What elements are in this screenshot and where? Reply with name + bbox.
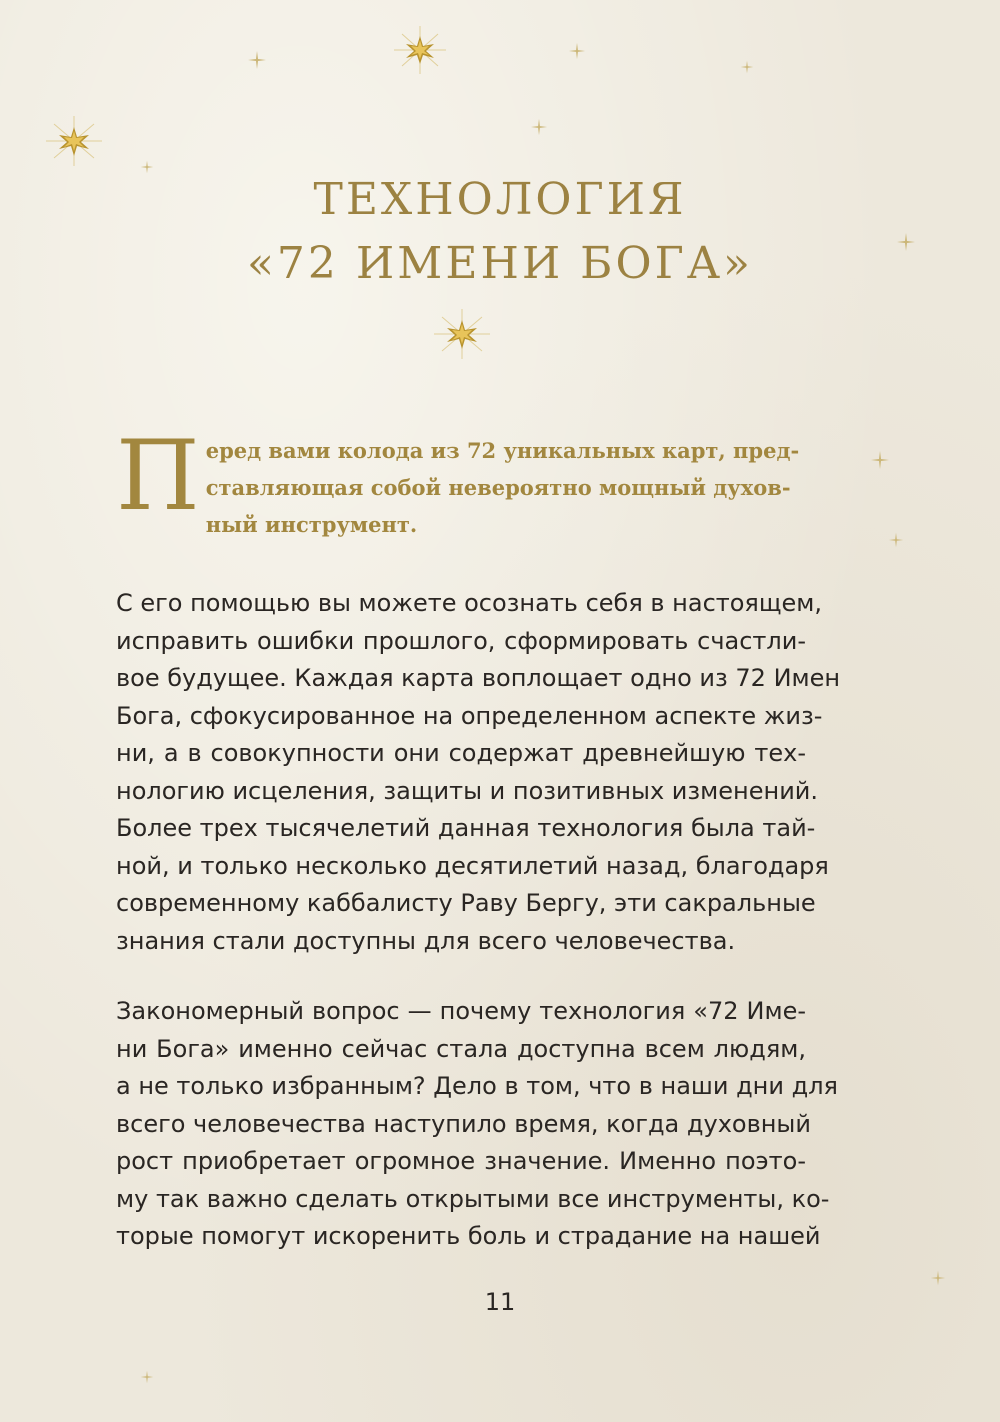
- text-line: Бога, сфокусированное на определенном аспекте жиз-: [116, 701, 823, 730]
- text-line: исправить ошибки прошлого, сформировать счастли-: [116, 626, 806, 655]
- chapter-title: [0, 168, 1000, 296]
- sparkle-star-icon: [430, 305, 494, 363]
- small-star-icon: [870, 450, 890, 470]
- small-star-icon: [568, 42, 586, 60]
- sparkle-star-icon: [388, 22, 452, 78]
- text-line: ни Бога» именно сейчас стала доступна всем людям,: [116, 1034, 806, 1063]
- lead-line: ставляющая собой невероятно мощный духов-: [205, 475, 791, 500]
- text-line: рост приобретает огромное значение. Именно поэто-: [116, 1147, 806, 1175]
- text-line: знания стали доступны для всего человечества.: [116, 926, 736, 955]
- small-star-icon: [740, 60, 754, 74]
- text-line: ной, и только несколько десятилетий назад, благодаря: [116, 851, 829, 880]
- small-star-icon: [930, 1270, 946, 1286]
- sparkle-star-icon: [42, 112, 106, 170]
- text-line: современному каббалисту Раву Бергу, эти сакральные: [116, 889, 816, 917]
- chapter-title-line: ТЕХНОЛОГИЯ: [313, 174, 687, 225]
- text-line: вое будущее. Каждая карта воплощает одно из 72 Имен: [116, 664, 841, 692]
- text-line: а не только избранным? Дело в том, что в наши дни для: [116, 1072, 838, 1100]
- lead-line: еред вами колода из 72 уникальных карт, пред-: [205, 438, 800, 463]
- chapter-title-line: «72 ИМЕНИ БОГА»: [247, 238, 753, 289]
- text-line: всего человечества наступило время, когда духовный: [116, 1109, 811, 1138]
- small-star-icon: [140, 1370, 154, 1384]
- text-line: Более трех тысячелетий данная технология была тай-: [116, 814, 816, 842]
- page-number: 11: [484, 1288, 516, 1316]
- lead-line: ный инструмент.: [205, 512, 418, 537]
- text-line: Закономерный вопрос — почему технология «72 Име-: [116, 997, 806, 1025]
- text-line: му так важно сделать открытыми все инструменты, ко-: [116, 1184, 830, 1213]
- small-star-icon: [888, 532, 904, 548]
- body-paragraph: [116, 993, 838, 1256]
- body-paragraph: [116, 585, 841, 960]
- text-line: С его помощью вы можете осознать себя в настоящем,: [116, 589, 822, 617]
- drop-cap: П: [116, 420, 200, 532]
- text-line: нологию исцеления, защиты и позитивных изменений.: [116, 776, 819, 805]
- small-star-icon: [530, 118, 548, 136]
- text-line: ни, а в совокупности они содержат древнейшую тех-: [116, 739, 806, 767]
- small-star-icon: [247, 50, 267, 70]
- lead-paragraph: [116, 420, 806, 543]
- text-line: торые помогут искоренить боль и страдание на нашей: [116, 1222, 821, 1250]
